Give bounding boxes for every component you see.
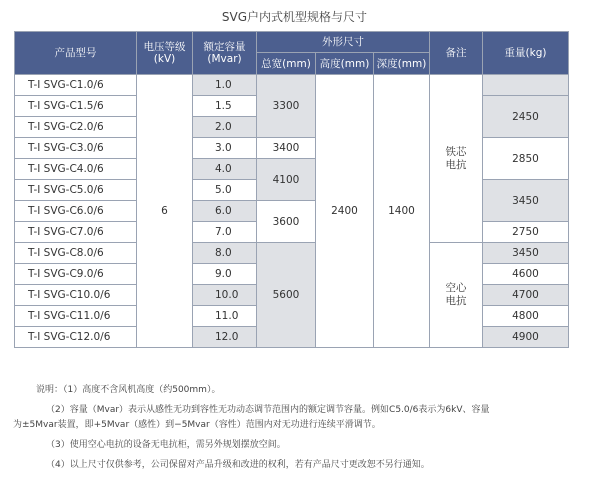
weight-cell: 4700 [483, 285, 569, 306]
header-note: 备注 [430, 32, 483, 75]
footnote-2-line-1: （2）容量（Mvar）表示从感性无功到容性无功动态调节范围内的额定调节容量。例如C5.0/6表示为6kV、容量 [46, 405, 490, 415]
capacity-cell: 10.0 [193, 285, 257, 306]
header-model: 产品型号 [15, 32, 137, 75]
model-cell: T-I SVG-C2.0/6 [15, 117, 137, 138]
weight-cell: 2450 [483, 96, 569, 138]
capacity-cell: 4.0 [193, 159, 257, 180]
spec-table [14, 31, 569, 348]
note-cell-iron-core: 铁芯 电抗 [430, 75, 483, 243]
model-cell: T-I SVG-C1.0/6 [15, 75, 137, 96]
model-cell: T-I SVG-C7.0/6 [15, 222, 137, 243]
weight-cell: 4600 [483, 264, 569, 285]
header-weight: 重量(kg) [483, 32, 569, 75]
header-depth: 深度(mm) [374, 53, 430, 75]
header-voltage: 电压等级 (kV) [137, 32, 193, 75]
depth-cell: 1400 [374, 75, 430, 348]
model-cell: T-I SVG-C4.0/6 [15, 159, 137, 180]
model-cell: T-I SVG-C8.0/6 [15, 243, 137, 264]
header-dims: 外形尺寸 [257, 32, 430, 53]
capacity-cell: 12.0 [193, 327, 257, 348]
model-cell: T-I SVG-C3.0/6 [15, 138, 137, 159]
model-cell: T-I SVG-C1.5/6 [15, 96, 137, 117]
footnotes [0, 383, 589, 473]
capacity-cell: 5.0 [193, 180, 257, 201]
weight-cell: 3450 [483, 243, 569, 264]
table-title: SVG户内式机型规格与尺寸 [221, 10, 368, 24]
voltage-cell: 6 [137, 75, 193, 348]
footnote-1: 说明：（1）高度不含风机高度（约500mm）。 [36, 385, 221, 395]
weight-cell: 2750 [483, 222, 569, 243]
note-cell-air-core: 空心 电抗 [430, 243, 483, 348]
weight-cell: 4800 [483, 306, 569, 327]
capacity-cell: 3.0 [193, 138, 257, 159]
capacity-cell: 7.0 [193, 222, 257, 243]
model-cell: T-I SVG-C10.0/6 [15, 285, 137, 306]
header-height: 高度(mm) [316, 53, 374, 75]
capacity-cell: 1.5 [193, 96, 257, 117]
width-cell: 5600 [257, 243, 316, 348]
header-width: 总宽(mm) [257, 53, 316, 75]
model-cell: T-I SVG-C9.0/6 [15, 264, 137, 285]
capacity-cell: 1.0 [193, 75, 257, 96]
capacity-cell: 2.0 [193, 117, 257, 138]
width-cell: 3600 [257, 201, 316, 243]
weight-cell: 4900 [483, 327, 569, 348]
capacity-cell: 6.0 [193, 201, 257, 222]
weight-cell: 2850 [483, 138, 569, 180]
capacity-cell: 11.0 [193, 306, 257, 327]
model-cell: T-I SVG-C6.0/6 [15, 201, 137, 222]
model-cell: T-I SVG-C12.0/6 [15, 327, 137, 348]
footnote-4: （4）以上尺寸仅供参考，公司保留对产品升级和改进的权利，若有产品尺寸更改恕不另行通知。 [46, 460, 430, 470]
width-cell: 3400 [257, 138, 316, 159]
capacity-cell: 9.0 [193, 264, 257, 285]
model-cell: T-I SVG-C5.0/6 [15, 180, 137, 201]
capacity-cell: 8.0 [193, 243, 257, 264]
footnote-3: （3）使用空心电抗的设备无电抗柜，需另外规划摆放空间。 [46, 440, 286, 450]
width-cell: 4100 [257, 159, 316, 201]
footnote-2-line-2: 为±5Mvar装置，即+5Mvar（感性）到−5Mvar（容性）范围内对无功进行连续平滑调节。 [13, 420, 381, 430]
weight-cell: 3450 [483, 180, 569, 222]
height-cell: 2400 [316, 75, 374, 348]
weight-cell-empty [483, 75, 569, 96]
model-cell: T-I SVG-C11.0/6 [15, 306, 137, 327]
width-cell: 3300 [257, 75, 316, 138]
header-capacity: 额定容量 (Mvar) [193, 32, 257, 75]
